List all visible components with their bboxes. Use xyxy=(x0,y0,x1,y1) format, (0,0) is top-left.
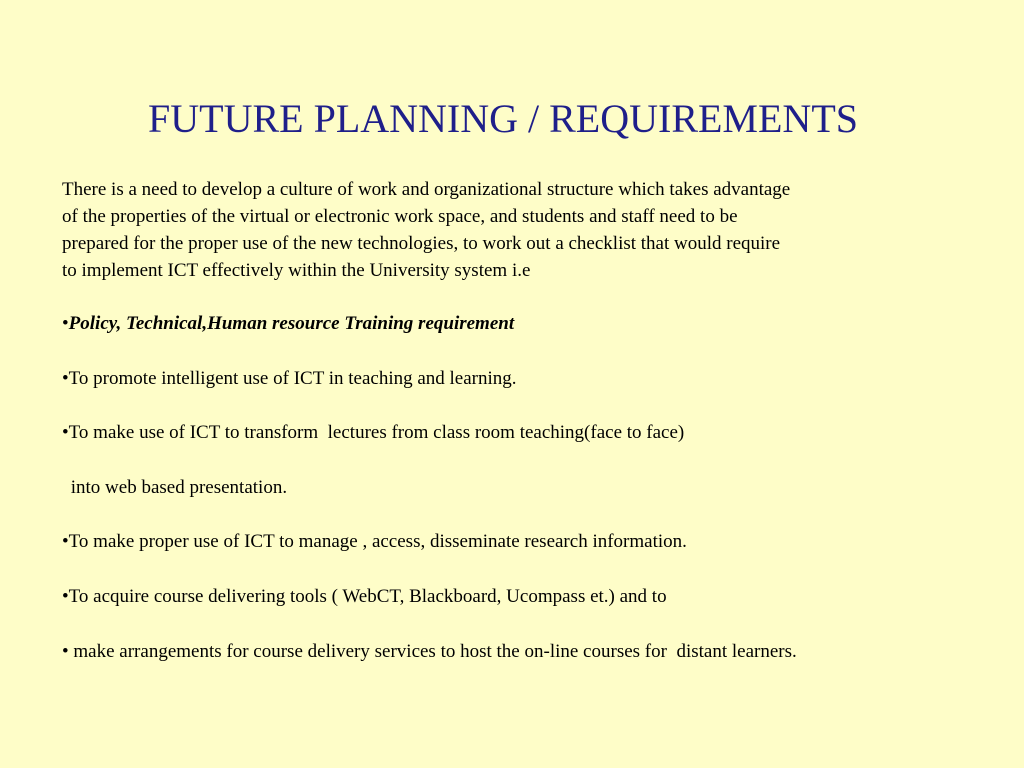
intro-paragraph xyxy=(62,176,962,284)
bullet-item-transform-lectures xyxy=(62,419,684,446)
bullet-mark: • xyxy=(62,586,69,607)
bullet-text: into web based presentation. xyxy=(66,477,288,498)
bullet-mark: • xyxy=(62,641,69,662)
intro-line: to implement ICT effectively within the University system i.e xyxy=(62,260,531,281)
bullet-mark: • xyxy=(62,531,69,552)
slide-title: FUTURE PLANNING / REQUIREMENTS xyxy=(148,96,858,141)
bullet-mark: • xyxy=(62,313,69,334)
bullet-text: make arrangements for course delivery services to host the on-line courses for distant learners. xyxy=(68,641,797,662)
bullet-item-research-information xyxy=(62,528,687,555)
bullet-text: Policy, Technical,Human resource Training requirement xyxy=(68,313,515,334)
intro-line: prepared for the proper use of the new technologies, to work out a checklist that would require xyxy=(62,233,781,254)
bullet-text: To make use of ICT to transform lectures from class room teaching(face to face) xyxy=(68,422,685,443)
bullet-item-promote-ict xyxy=(62,365,517,392)
bullet-item-course-tools xyxy=(62,583,667,610)
bullet-text: To make proper use of ICT to manage , access, disseminate research information. xyxy=(68,531,687,552)
bullet-mark: • xyxy=(62,368,69,389)
bullet-item-requirements xyxy=(62,310,514,337)
bullet-text: To acquire course delivering tools ( WebCT, Blackboard, Ucompass et.) and to xyxy=(68,586,667,607)
intro-line: There is a need to develop a culture of work and organizational structure which takes advantage xyxy=(62,179,791,200)
intro-line: of the properties of the virtual or electronic work space, and students and staff need to be xyxy=(62,206,738,227)
bullet-item-course-delivery xyxy=(62,638,797,665)
bullet-mark: • xyxy=(62,422,69,443)
continuation-line xyxy=(62,474,287,501)
bullet-text: To promote intelligent use of ICT in teaching and learning. xyxy=(68,368,517,389)
